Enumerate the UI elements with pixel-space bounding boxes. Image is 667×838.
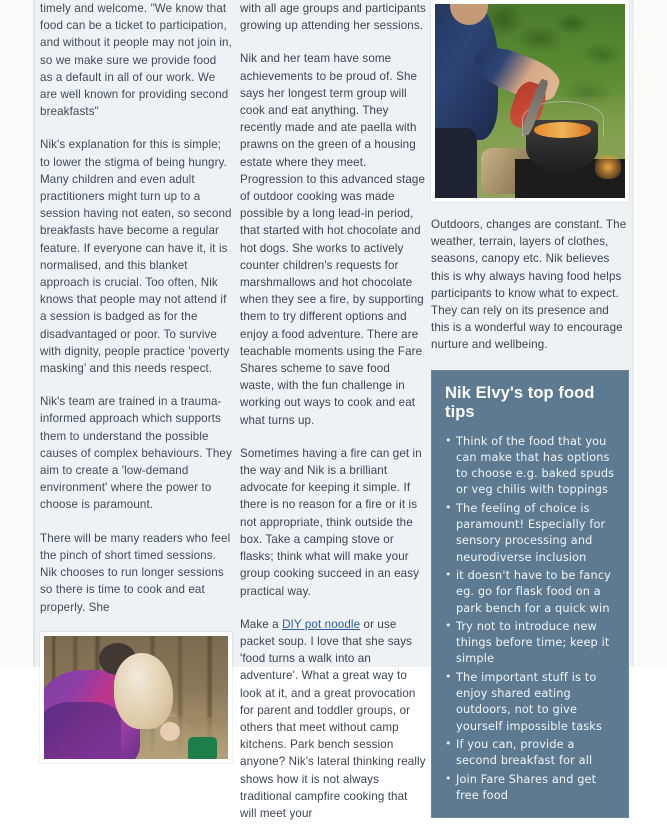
cook-trousers (431, 128, 477, 202)
fire-ember (595, 155, 622, 178)
paragraph: Outdoors, changes are constant. The weather, terrain, layers of clothes, seasons, canopy etc. Nik believes this is why always having food helps participants to know what to expect. They can rely on its presence and this is a wonderful way to encourage nurture and wellbeing. (431, 218, 627, 352)
diy-pot-noodle-link[interactable]: DIY pot noodle (282, 617, 361, 631)
paragraph-with-link (240, 616, 426, 822)
paragraph: There will be many readers who feel the pinch of short timed sessions. Nik chooses to run longer sessions so there is time to cook and eat properly. She (40, 531, 231, 614)
paragraph: Nik's team are trained in a trauma-informed approach which supports them to understand the possible causes of complex behaviours. They aim to create a 'low-demand environment' where the power to choose is paramount. (40, 395, 232, 512)
pot-contents (534, 122, 591, 138)
paragraph-text-before-link: Make a (240, 617, 283, 631)
tip-item: • The important stuff is to enjoy shared eating outdoors, not to give yourself impossible tasks (445, 670, 615, 735)
tip-item: • Join Fare Shares and get free food (445, 772, 615, 805)
tip-item: • it doesn't have to be fancy eg. go for flask food on a park bench for a quick win (445, 568, 615, 617)
paragraph: Sometimes having a fire can get in the way and Nik is a brilliant advocate for keeping it simple. If there is no reason for a fire or it is not appropriate, think outside the box. Take a camping stove or flasks; think what will make your group cooking succeed in an easy practical way. (240, 446, 422, 598)
tips-box-title: Nik Elvy's top food tips (445, 383, 595, 421)
column-three (431, 0, 629, 818)
paragraph: Nik's explanation for this is simple; to lower the stigma of being hungry. Many children and even adult practitioners might turn up to a session having not eaten, so second breakfasts have become a regular feature. If everyone can have it, it is normalised, and this blanket approach is crucial. Too often, Nik knows that people may not attend if a session is badged as for the disadvantaged or poor. To survive with dignity, people practice 'poverty masking' and this needs respect. (40, 138, 232, 376)
tips-list (445, 434, 615, 805)
tip-item: • Try not to introduce new things before time; keep it simple (445, 619, 615, 668)
column-two (240, 0, 426, 838)
tip-item: • The feeling of choice is paramount! Especially for sensory processing and neurodiverse inclusion (445, 501, 615, 566)
child-jacket-shadow (40, 702, 121, 763)
green-bucket (188, 737, 217, 762)
paragraph: with all age groups and participants growing up attending her sessions. (240, 2, 426, 33)
paragraph-text-after-link: or use packet soup. I love that she says 'food turns a walk into an adventure'. What a great way to look at it, and a great provocation for parent and toddler groups, or others that meet without camp kitchens. Park bench session anyone? Nik's lateral thinking really shows how it is not always traditional campfire cooking that will meet your (240, 617, 426, 820)
column-one (40, 0, 232, 763)
tip-item: • If you can, provide a second breakfast for all (445, 737, 615, 770)
paragraph: timely and welcome. "We know that food can be a ticket to participation, and without it people may not join in, so we make sure we provide food as a default in all of our work. We are well known for providing second breakfasts" (40, 2, 232, 119)
child-hair (114, 653, 173, 729)
photo-child-woodland (40, 632, 232, 763)
tip-item: • Think of the food that you can make that has options to choose e.g. baked spuds or veg chilis with toppings (445, 434, 615, 499)
photo-man-cooking-dutch-oven (431, 0, 629, 202)
paragraph: Nik and her team have some achievements to be proud of. She says her longest term group will cook and eat anything. They recently made and ate paella with prawns on the green of a housing estate where they meet. Progression to this advanced stage of outdoor cooking was made possible by a long lead-in period, that started with hot chocolate and hot dogs. She works to actively counter children's requests for marshmallows and hot chocolate when they see a fire, by supporting them to try different options and enjoy a food adventure. There are teachable moments using the Fare Shares scheme to save food waste, with the fun challenge in working out ways to cook and eat what turns up. (240, 52, 426, 427)
top-food-tips-box (431, 370, 629, 818)
